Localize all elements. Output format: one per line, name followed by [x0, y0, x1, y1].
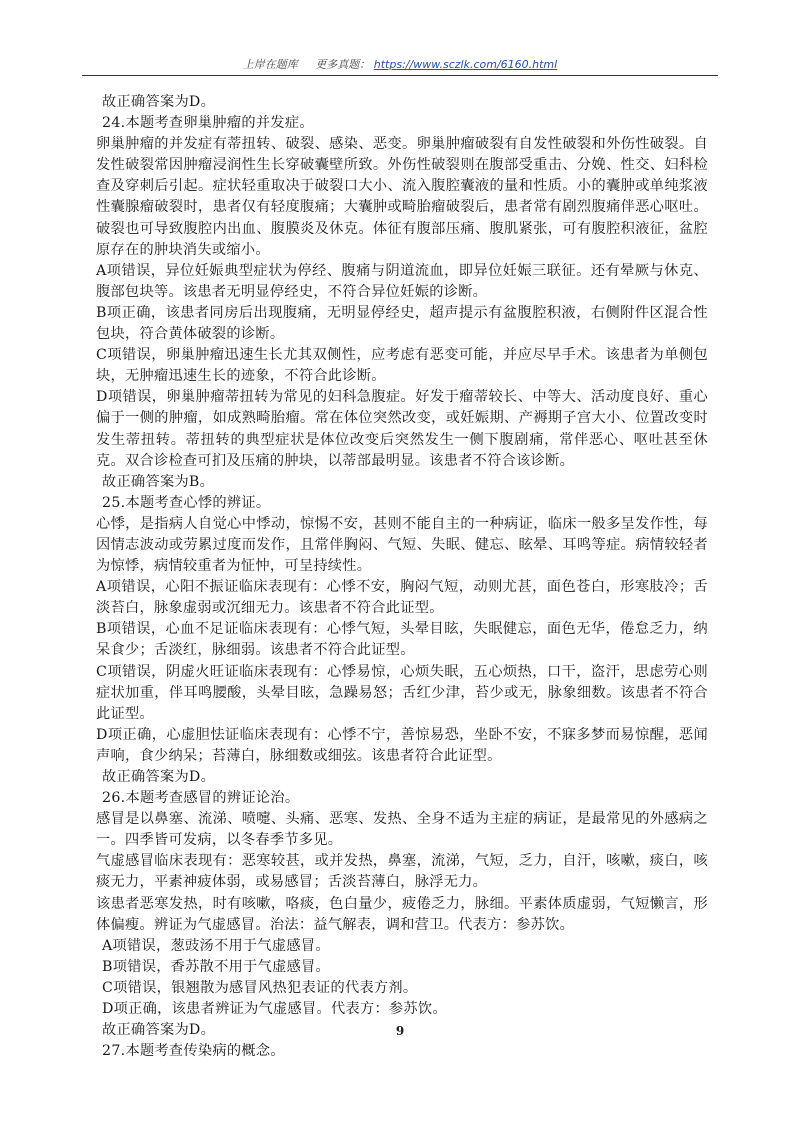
paragraph-25-explanation: 心悸，是指病人自觉心中悸动，惊惕不安，甚则不能自主的一种病证，临床一般多呈发作性，每因情志波动或劳累过度而发作，且常伴胸闷、气短、失眠、健忘、眩晕、耳鸣等症。病情较轻者为惊悸，病情较重者为怔忡，可呈持续性。 — [96, 515, 708, 575]
paragraph-26-diagnosis: 该患者恶寒发热，时有咳嗽，咯痰，色白量少，疲倦乏力，脉细。平素体质虚弱，气短懒言，形体偏瘦。辨证为气虚感冒。治法：益气解表，调和营卫。代表方：参苏饮。 — [96, 895, 708, 933]
header-more-label: 更多真题： — [315, 58, 371, 71]
paragraph-26-symptoms: 气虚感冒临床表现有：恶寒较甚，或并发热，鼻塞，流涕，气短，乏力，自汗，咳嗽，痰白，咳痰无力，平素神疲体弱，或易感冒；舌淡苔薄白，脉浮无力。 — [96, 853, 708, 891]
header-link[interactable]: https://www.sczlk.com/6160.html — [373, 58, 558, 71]
paragraph-answer-25: 故正确答案为D。 — [102, 769, 216, 785]
paragraph-25-option-d: D项正确，心虚胆怯证临床表现有：心悸不宁，善惊易恐，坐卧不安，不寐多梦而易惊醒，恶闻声响，食少纳呆；苔薄白，脉细数或细弦。该患者符合此证型。 — [96, 726, 708, 764]
paragraph-25-option-b: B项错误，心血不足证临床表现有：心悸气短，头晕目眩，失眠健忘，面色无华，倦怠乏力，纳呆食少；舌淡红，脉细弱。该患者不符合此证型。 — [96, 621, 708, 659]
header-brand: 上岸在题库 — [242, 58, 298, 71]
page-number: 9 — [395, 1024, 405, 1038]
paragraph-26-option-d: D项正确，该患者辨证为气虚感冒。代表方：参苏饮。 — [102, 1001, 447, 1018]
header-divider — [82, 75, 718, 76]
paragraph-26-option-c: C项错误，银翘散为感冒风热犯表证的代表方剂。 — [102, 979, 418, 996]
paragraph-answer-26: 故正确答案为D。 — [102, 1022, 216, 1039]
question-heading-25: 25.本题考查心悸的辨证。 — [102, 494, 271, 511]
paragraph-26-option-a: A项错误，葱豉汤不用于气虚感冒。 — [102, 937, 330, 954]
paragraph-24-option-a: A项错误，异位妊娠典型症状为停经、腹痛与阴道流血，即异位妊娠三联征。还有晕厥与休克、腹部包块等。该患者无明显停经史，不符合异位妊娠的诊断。 — [96, 262, 708, 300]
paragraph-26-explanation: 感冒是以鼻塞、流涕、喷嚏、头痛、恶寒、发热、全身不适为主症的病证，是最常见的外感病之一。四季皆可发病，以冬春季节多见。 — [96, 811, 708, 849]
paragraph-24-option-b: B项正确，该患者同房后出现腹痛，无明显停经史，超声提示有盆腹腔积液，右侧附件区混合性包块，符合黄体破裂的诊断。 — [96, 304, 708, 343]
paragraph-25-option-a: A项错误，心阳不振证临床表现有：心悸不安，胸闷气短，动则尤甚，面色苍白，形寒肢冷；舌淡苔白，脉象虚弱或沉细无力。该患者不符合此证型。 — [96, 579, 708, 617]
paragraph-26-option-b: B项错误，香苏散不用于气虚感冒。 — [102, 958, 331, 975]
paragraph-answer-23: 故正确答案为D。 — [102, 94, 216, 110]
paragraph-25-option-c: C项错误，阴虚火旺证临床表现有：心悸易惊，心烦失眠，五心烦热，口干，盗汗，思虑劳心则症状加重，伴耳鸣腰酸，头晕目眩，急躁易怒；舌红少津，苔少或无，脉象细数。该患者不符合此证型。 — [96, 663, 708, 722]
question-heading-24: 24.本题考查卵巢肿瘤的并发症。 — [102, 115, 314, 132]
question-heading-26: 26.本题考查感冒的辨证论治。 — [102, 790, 300, 807]
document-body — [96, 92, 708, 1062]
page-header — [82, 56, 718, 74]
question-heading-27: 27.本题考查传染病的概念。 — [102, 1043, 285, 1060]
paragraph-24-explanation: 卵巢肿瘤的并发症有蒂扭转、破裂、感染、恶变。卵巢肿瘤破裂有自发性破裂和外伤性破裂。自发性破裂常因肿瘤浸润性生长穿破囊壁所致。外伤性破裂则在腹部受重击、分娩、性交、妇科检查及穿刺后引起。症状轻重取决于破裂口大小、流入腹腔囊液的量和性质。小的囊肿或单纯浆液性囊腺瘤破裂时，患者仅有轻度腹痛；大囊肿或畸胎瘤破裂后，患者常有剧烈腹痛伴恶心呕吐。破裂也可导致腹腔内出血、腹膜炎及休克。体征有腹部压痛、腹肌紧张，可有腹腔积液征，盆腔原存在的肿块消失或缩小。 — [96, 136, 708, 258]
paragraph-24-option-d: D项错误，卵巢肿瘤蒂扭转为常见的妇科急腹症。好发于瘤蒂较长、中等大、活动度良好、重心偏于一侧的肿瘤，如成熟畸胎瘤。常在体位突然改变，或妊娠期、产褥期子宫大小、位置改变时发生蒂扭转。蒂扭转的典型症状是体位改变后突然发生一侧下腹剧痛，常伴恶心、呕吐甚至休克。双合诊检查可扪及压痛的肿块，以蒂部最明显。该患者不符合该诊断。 — [96, 389, 708, 469]
paragraph-answer-24: 故正确答案为B。 — [102, 473, 215, 490]
paragraph-24-option-c: C项错误，卵巢肿瘤迅速生长尤其双侧性，应考虑有恶变可能，并应尽早手术。该患者为单侧包块，无肿瘤迅速生长的迹象，不符合此诊断。 — [96, 347, 708, 385]
